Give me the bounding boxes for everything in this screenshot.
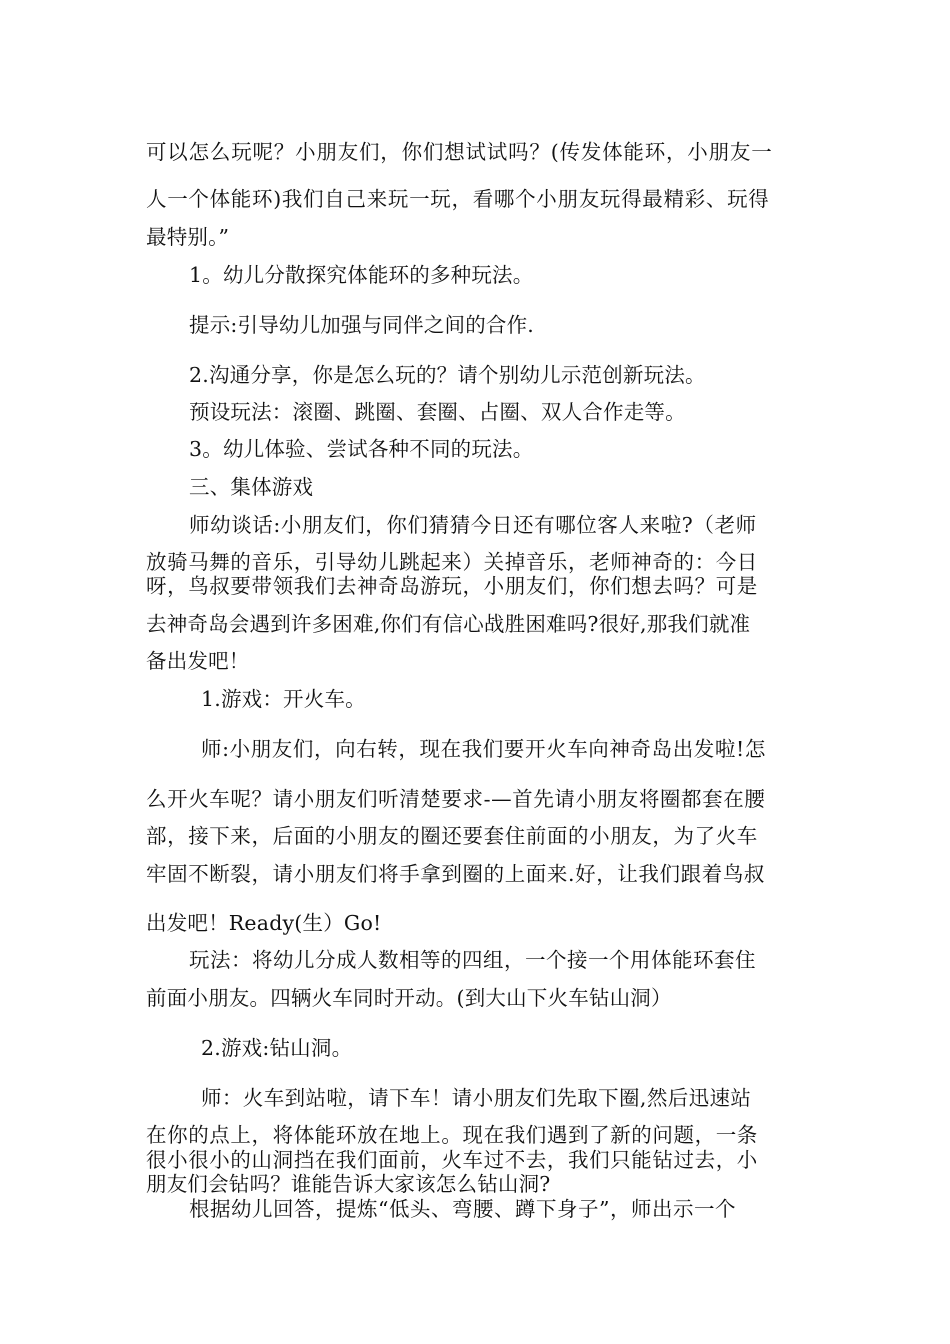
text-line-12: 呀，鸟叔要带领我们去神奇岛游玩，小朋友们，你们想去吗？可是 — [146, 574, 758, 598]
text-line-7: 预设玩法：滚圈、跳圈、套圈、占圈、双人合作走等。 — [189, 400, 686, 424]
text-line-16: 师:小朋友们，向右转，现在我们要开火车向神奇岛出发啦!怎 — [201, 737, 766, 761]
text-line-14: 备出发吧！ — [146, 649, 250, 673]
section-heading: 三、集体游戏 — [189, 475, 314, 499]
text-line-22: 前面小朋友。四辆火车同时开动。(到大山下火车钻山洞） — [146, 986, 672, 1010]
text-line-21: 玩法：将幼儿分成人数相等的四组，一个接一个用体能环套住 — [189, 948, 756, 972]
text-line-15: 1.游戏：开火车。 — [201, 687, 366, 711]
text-line-19: 牢固不断裂，请小朋友们将手拿到圈的上面来.好，让我们跟着鸟叔 — [146, 862, 766, 886]
text-line-18: 部，接下来，后面的小朋友的圈还要套住前面的小朋友，为了火车 — [146, 824, 758, 848]
text-line-28: 根据幼儿回答，提炼“低头、弯腰、蹲下身子”，师出示一个 — [189, 1197, 736, 1221]
text-line-25: 在你的点上，将体能环放在地上。现在我们遇到了新的问题，一条 — [146, 1123, 758, 1147]
text-line-26: 很小很小的山洞挡在我们面前，火车过不去，我们只能钻过去，小 — [146, 1148, 758, 1172]
text-line-20: 出发吧！Ready(生）Go! — [146, 911, 382, 935]
text-line-3: 最特别。” — [146, 225, 230, 249]
text-line-2: 人一个体能环)我们自己来玩一玩，看哪个小朋友玩得最精彩、玩得 — [146, 187, 770, 211]
text-line-4: 1。幼儿分散探究体能环的多种玩法。 — [189, 263, 534, 287]
text-line-1: 可以怎么玩呢？小朋友们，你们想试试吗？(传发体能环，小朋友一 — [146, 140, 773, 164]
text-line-13: 去神奇岛会遇到许多困难,你们有信心战胜困难吗?很好,那我们就准 — [146, 612, 751, 636]
text-line-24: 师：火车到站啦，请下车！请小朋友们先取下圈,然后迅速站 — [201, 1086, 752, 1110]
text-line-17: 么开火车呢？请小朋友们听清楚要求-—首先请小朋友将圈都套在腰 — [146, 787, 766, 811]
text-line-6: 2.沟通分享，你是怎么玩的？请个别幼儿示范创新玩法。 — [189, 363, 706, 387]
text-line-10: 师幼谈话:小朋友们，你们猜猜今日还有哪位客人来啦?（老师 — [189, 513, 757, 537]
text-line-23: 2.游戏:钻山洞。 — [201, 1036, 353, 1060]
text-line-27: 朋友们会钻吗？谁能告诉大家该怎么钻山洞? — [146, 1172, 551, 1196]
text-line-8: 3。幼儿体验、尝试各种不同的玩法。 — [189, 437, 534, 461]
text-line-5: 提示:引导幼儿加强与同伴之间的合作. — [189, 313, 535, 337]
text-line-11: 放骑马舞的音乐，引导幼儿跳起来）关掉音乐，老师神奇的：今日 — [146, 550, 758, 574]
